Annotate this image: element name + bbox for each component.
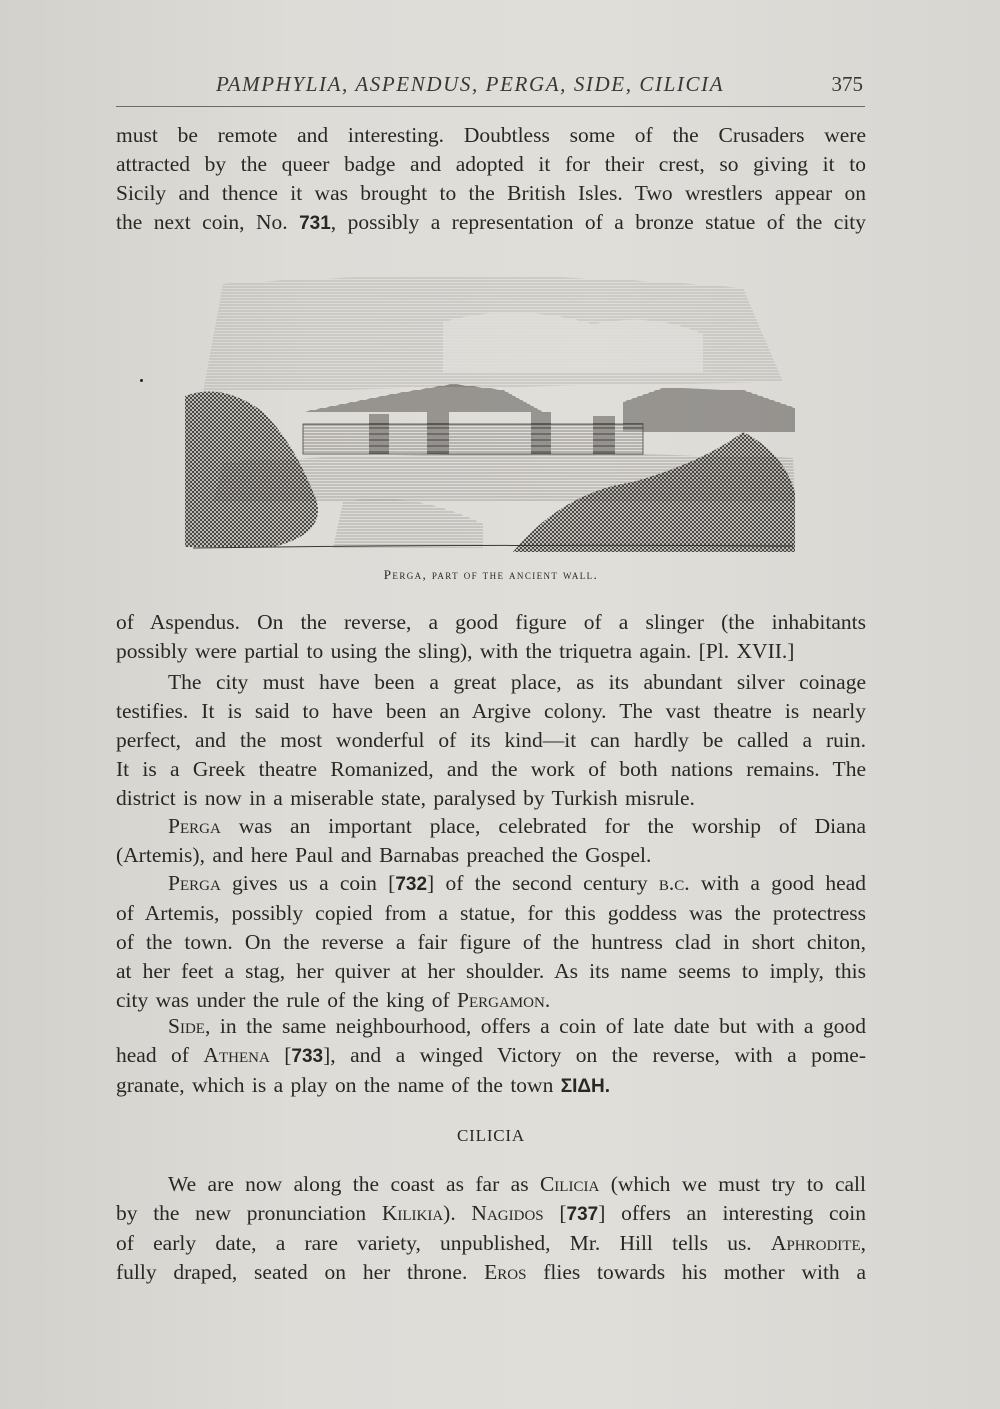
- text-line: [116, 1012, 866, 1041]
- text-run: We are now along the coast as far as: [168, 1172, 540, 1196]
- coin-number: 732: [395, 874, 428, 895]
- text-line: [116, 1229, 866, 1258]
- text-run: with a good head: [689, 871, 867, 895]
- text-line: [116, 869, 866, 899]
- text-run: was an important place, celebrated for the worship of Diana: [220, 814, 866, 838]
- text-run: fully draped, seated on her throne.: [116, 1260, 485, 1284]
- text-run: ,: [860, 1231, 866, 1255]
- text-line: of Artemis, possibly copied from a statue, for this goddess was the protectress: [116, 901, 866, 925]
- place-name: Kilikia: [381, 1201, 444, 1225]
- text-line: [116, 1071, 866, 1101]
- text-line: [116, 1041, 866, 1071]
- text-line: at her feet a stag, her quiver at her shoulder. As its name seems to imply, this: [116, 959, 866, 983]
- paragraph-2: [116, 608, 866, 666]
- text-line: It is a Greek theatre Romanized, and the work of both nations remains. The: [116, 757, 866, 781]
- page-number: 375: [831, 72, 863, 96]
- paragraph-6: [116, 1012, 866, 1101]
- text-line: [116, 1258, 866, 1287]
- running-title: PAMPHYLIA, ASPENDUS, PERGA, SIDE, CILICIA: [216, 72, 725, 96]
- engraving-perga-wall: [183, 262, 801, 554]
- caption-text: Perga, part of the ancient wall.: [383, 567, 599, 582]
- text-line: [116, 1170, 866, 1199]
- running-head: [116, 70, 865, 107]
- text-run: gives us a coin [: [220, 871, 396, 895]
- place-name: Perga: [168, 871, 221, 895]
- deity-name: Eros: [484, 1260, 527, 1284]
- text-line: testifies. It is said to have been an Argive colony. The vast theatre is nearly: [116, 699, 866, 723]
- paragraph-1: [116, 121, 866, 238]
- paragraph-4: [116, 812, 866, 870]
- text-run: ] offers an interesting coin: [598, 1201, 866, 1225]
- paragraph-3: [116, 668, 866, 813]
- text-run: ], and a winged Victory on the reverse, with a pome-: [323, 1043, 866, 1067]
- text-line: [116, 1199, 866, 1229]
- figure-caption: [116, 567, 866, 583]
- text-run: , possibly a representation of a bronze statue of the city: [330, 210, 867, 234]
- text-line: (Artemis), and here Paul and Barnabas preached the Gospel.: [116, 843, 652, 867]
- print-speck: [140, 379, 143, 382]
- text-line: Sicily and thence it was brought to the British Isles. Two wrestlers appear on: [116, 181, 866, 205]
- text-run: city was under the rule of the king of: [116, 988, 458, 1012]
- text-line: perfect, and the most wonderful of its kind—it can hardly be called a ruin.: [116, 728, 866, 752]
- text-run: ).: [443, 1201, 472, 1225]
- text-run: by the new pronunciation: [116, 1201, 382, 1225]
- place-name: Side: [168, 1014, 205, 1038]
- deity-name: Aphrodite: [770, 1231, 861, 1255]
- text-line: [116, 986, 866, 1015]
- deity-name: Athena: [203, 1043, 270, 1067]
- text-run: the next coin, No.: [116, 210, 288, 234]
- text-line: of the town. On the reverse a fair figure of the huntress clad in short chiton,: [116, 930, 866, 954]
- text-run: granate, which is a play on the name of the town: [116, 1073, 561, 1097]
- text-run: of early date, a rare variety, unpublished, Mr. Hill tells us.: [116, 1231, 771, 1255]
- text-run: , in the same neighbourhood, offers a coin of late date but with a good: [204, 1014, 866, 1038]
- text-line: of Aspendus. On the reverse, a good figure of a slinger (the inhabitants: [116, 610, 866, 634]
- text-run: [: [269, 1043, 292, 1067]
- text-line: attracted by the queer badge and adopted it for their crest, so giving it to: [116, 152, 866, 176]
- text-run: ] of the second century: [427, 871, 659, 895]
- text-line: The city must have been a great place, as its abundant silver coinage: [168, 670, 866, 694]
- section-heading: CILICIA: [457, 1126, 525, 1145]
- text-line: district is now in a miserable state, paralysed by Turkish misrule.: [116, 786, 695, 810]
- text-run: head of: [116, 1043, 204, 1067]
- place-name: Nagidos: [471, 1201, 544, 1225]
- text-line: possibly were partial to using the sling), with the triquetra again. [Pl. XVII.]: [116, 639, 795, 663]
- text-line: [116, 812, 866, 841]
- era-abbrev: b.c.: [658, 871, 690, 895]
- place-name: Cilicia: [539, 1172, 600, 1196]
- text-run: (which we must try to call: [599, 1172, 866, 1196]
- place-name: Pergamon: [457, 988, 545, 1012]
- paragraph-5: [116, 869, 866, 1015]
- place-name: Perga: [168, 814, 221, 838]
- text-line: must be remote and interesting. Doubtless some of the Crusaders were: [116, 123, 866, 147]
- text-run: [: [543, 1201, 567, 1225]
- text-run: flies towards his mother with a: [526, 1260, 866, 1284]
- coin-number: 731: [299, 213, 331, 234]
- paragraph-7: [116, 1170, 866, 1287]
- text-line: [116, 208, 866, 238]
- text-run: .: [544, 988, 551, 1012]
- coin-number: 737: [566, 1204, 599, 1225]
- greek-inscription: ΣΙΔΗ.: [560, 1076, 611, 1097]
- coin-number: 733: [291, 1046, 324, 1067]
